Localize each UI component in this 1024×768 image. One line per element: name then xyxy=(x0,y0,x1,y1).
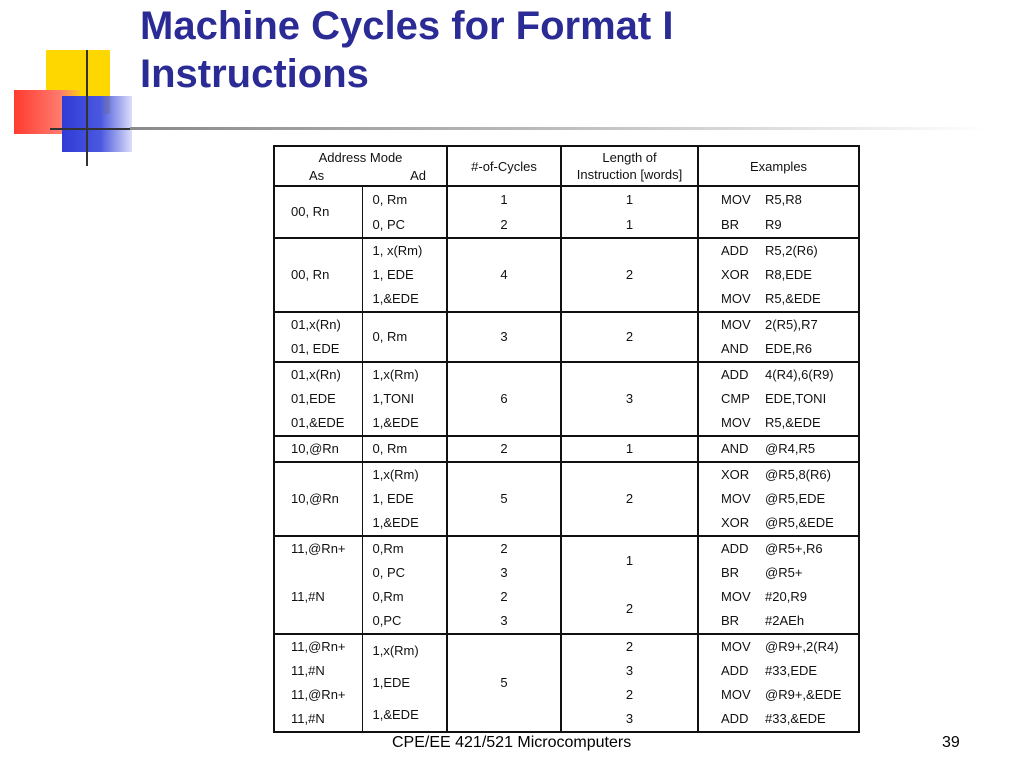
cell-cycles-value: 2 xyxy=(500,441,508,456)
cell-examples xyxy=(698,634,859,732)
cell-examples xyxy=(698,536,859,634)
cell-cycles-value: 6 xyxy=(500,391,508,406)
example-operands: R5,&EDE xyxy=(765,415,821,430)
slide-title xyxy=(140,2,673,98)
example-operands: 2(R5),R7 xyxy=(765,317,818,332)
example-instruction xyxy=(721,487,858,511)
example-operands: R5,R8 xyxy=(765,191,802,207)
cell-ad xyxy=(362,462,447,536)
cell-cycles-value: 2 xyxy=(500,216,508,232)
cell-cycles-value: 3 xyxy=(500,329,508,344)
example-operands: @R9+,&EDE xyxy=(765,687,842,702)
example-operands: #20,R9 xyxy=(765,589,807,604)
example-operands: #33,EDE xyxy=(765,663,818,678)
cell-cycles-value: 4 xyxy=(500,267,508,282)
cell-ad-value: 0,Rm xyxy=(372,541,404,556)
example-opcode: XOR xyxy=(721,467,750,482)
example-opcode: ADD xyxy=(721,711,749,726)
cell-as-value: 10,@Rn xyxy=(291,441,339,456)
cell-cycles xyxy=(447,436,561,462)
cell-ad-value: 0, Rm xyxy=(372,441,408,456)
example-instruction xyxy=(721,263,858,287)
cell-ad-value: 0, PC xyxy=(372,565,406,580)
example-operands: @R4,R5 xyxy=(765,441,816,456)
cell-as-value: 01,x(Rn) xyxy=(291,317,341,332)
slide-title-line2: Instructions xyxy=(140,52,369,96)
example-opcode: XOR xyxy=(721,515,750,530)
cell-cycles xyxy=(447,634,561,732)
cell-ad-value: 1,x(Rm) xyxy=(372,367,419,382)
cell-as-value: 00, Rn xyxy=(291,204,330,219)
example-instruction xyxy=(721,387,858,411)
cell-as xyxy=(274,362,362,436)
cell-as-value xyxy=(291,609,362,633)
example-instruction xyxy=(721,213,858,237)
cell-as-value: 01, EDE xyxy=(291,341,340,356)
cell-as-value: 01,EDE xyxy=(291,391,336,406)
example-opcode: ADD xyxy=(721,243,749,258)
table-row xyxy=(274,238,859,312)
cell-length xyxy=(561,312,698,362)
cell-cycles-value: 1 xyxy=(500,191,508,207)
machine-cycles-table xyxy=(273,145,860,733)
example-instruction xyxy=(721,609,858,633)
cell-examples xyxy=(698,436,859,462)
cell-ad-value: 1,x(Rm) xyxy=(372,467,419,482)
cell-ad-value: 1, x(Rm) xyxy=(372,243,423,258)
header-examples: Examples xyxy=(698,146,859,186)
example-opcode: ADD xyxy=(721,367,749,382)
cell-as-value: 01,&EDE xyxy=(291,415,345,430)
table-row xyxy=(274,436,859,462)
example-opcode: MOV xyxy=(721,491,751,506)
cell-examples xyxy=(698,462,859,536)
cell-as xyxy=(274,312,362,362)
example-opcode: ADD xyxy=(721,663,749,678)
example-opcode: BR xyxy=(721,613,740,628)
slide-footer xyxy=(0,732,1024,756)
cell-cycles xyxy=(447,536,561,634)
cell-as xyxy=(274,186,362,238)
cell-as-value: 11,#N xyxy=(291,663,325,678)
cell-length-value: 2 xyxy=(625,601,634,616)
cell-cycles xyxy=(447,238,561,312)
cell-length-value: 3 xyxy=(625,663,634,678)
cell-length-value: 1 xyxy=(625,216,634,232)
example-instruction xyxy=(721,437,858,461)
example-operands: @R5+,R6 xyxy=(765,541,823,556)
footer-course: CPE/EE 421/521 Microcomputers xyxy=(392,734,632,751)
cell-ad xyxy=(362,186,447,238)
example-instruction xyxy=(721,511,858,535)
example-opcode: MOV xyxy=(721,415,751,430)
example-opcode: MOV xyxy=(721,687,751,702)
cell-cycles-value: 2 xyxy=(500,541,508,556)
cell-length-value: 2 xyxy=(625,329,634,344)
cell-as xyxy=(274,462,362,536)
cell-ad xyxy=(362,312,447,362)
cell-cycles-value: 2 xyxy=(500,589,508,604)
cell-as xyxy=(274,238,362,312)
example-instruction xyxy=(721,411,858,435)
cycles-table-container xyxy=(273,145,858,730)
cell-ad-value: 1,&EDE xyxy=(372,291,419,306)
cell-length xyxy=(561,462,698,536)
example-opcode: MOV xyxy=(721,589,751,604)
example-operands: @R5+ xyxy=(765,565,803,580)
title-underline xyxy=(130,127,990,130)
cell-as-value: 11,#N xyxy=(291,589,325,604)
cell-ad-value: 1, EDE xyxy=(372,491,414,506)
cell-ad xyxy=(362,536,447,634)
header-address-mode xyxy=(274,146,447,186)
cell-length-value: 3 xyxy=(625,391,634,406)
cell-ad xyxy=(362,238,447,312)
cell-length xyxy=(561,362,698,436)
cell-as-value: 00, Rn xyxy=(291,267,330,282)
example-opcode: MOV xyxy=(721,291,751,306)
logo-vertical-line xyxy=(86,50,88,166)
cell-as-value: 11,@Rn+ xyxy=(291,687,346,702)
cell-ad xyxy=(362,362,447,436)
example-opcode: XOR xyxy=(721,267,750,282)
table-row xyxy=(274,462,859,536)
header-address-mode-label: Address Mode xyxy=(318,149,403,165)
cell-examples xyxy=(698,186,859,238)
cell-cycles xyxy=(447,362,561,436)
cell-ad-value: 1, EDE xyxy=(372,267,414,282)
cell-as xyxy=(274,536,362,634)
example-opcode: CMP xyxy=(721,391,750,406)
cell-cycles-value: 5 xyxy=(500,491,508,506)
example-operands: R5,&EDE xyxy=(765,291,821,306)
example-instruction xyxy=(721,463,858,487)
header-cycles: #-of-Cycles xyxy=(447,146,561,186)
cell-ad-value: 1,&EDE xyxy=(372,415,419,430)
cell-ad-value: 1,EDE xyxy=(372,675,411,690)
table-row xyxy=(274,186,859,238)
cell-examples xyxy=(698,238,859,312)
page-number: 39 xyxy=(942,734,960,751)
table-header-row xyxy=(274,146,859,186)
cell-ad-value: 0,Rm xyxy=(372,589,404,604)
cell-length-value: 2 xyxy=(625,267,634,282)
example-opcode: MOV xyxy=(721,317,751,332)
example-instruction xyxy=(721,561,858,585)
example-operands: EDE,TONI xyxy=(765,391,827,406)
table-row xyxy=(274,634,859,732)
cell-cycles xyxy=(447,186,561,238)
cell-examples xyxy=(698,362,859,436)
cell-length xyxy=(561,436,698,462)
cell-ad-value: 0, PC xyxy=(372,216,406,232)
table-row xyxy=(274,536,859,634)
cell-length-value: 2 xyxy=(625,639,634,654)
cell-as-value: 10,@Rn xyxy=(291,491,339,506)
table-row xyxy=(274,312,859,362)
header-length-line1: Length of xyxy=(602,150,657,165)
example-opcode: AND xyxy=(721,341,749,356)
example-instruction xyxy=(721,188,858,212)
cell-ad xyxy=(362,634,447,732)
example-operands: @R5,&EDE xyxy=(765,515,834,530)
example-instruction xyxy=(721,585,858,609)
example-operands: @R5,EDE xyxy=(765,491,826,506)
example-instruction xyxy=(721,337,858,361)
cell-as-value: 11,#N xyxy=(291,711,325,726)
example-operands: @R9+,2(R4) xyxy=(765,639,839,654)
header-ad: Ad xyxy=(410,167,427,183)
cell-ad-value: 0, Rm xyxy=(372,191,408,207)
example-operands: #2AEh xyxy=(765,613,805,628)
cell-ad xyxy=(362,436,447,462)
example-operands: R5,2(R6) xyxy=(765,243,818,258)
example-instruction xyxy=(721,537,858,561)
cell-as xyxy=(274,436,362,462)
example-instruction xyxy=(721,683,858,707)
cell-as-value: 01,x(Rn) xyxy=(291,367,341,382)
example-instruction xyxy=(721,635,858,659)
example-instruction xyxy=(721,239,858,263)
cell-length-value: 2 xyxy=(625,687,634,702)
example-instruction xyxy=(721,313,858,337)
cell-ad-value: 1,&EDE xyxy=(372,707,419,722)
cell-length xyxy=(561,634,698,732)
example-operands: 4(R4),6(R9) xyxy=(765,367,834,382)
cell-ad-value: 0,PC xyxy=(372,613,402,628)
example-operands: @R5,8(R6) xyxy=(765,467,831,482)
example-instruction xyxy=(721,287,858,311)
cell-cycles xyxy=(447,312,561,362)
logo-horizontal-line xyxy=(50,128,140,130)
example-opcode: MOV xyxy=(721,639,751,654)
cell-length-value: 1 xyxy=(625,191,634,207)
cell-as-value xyxy=(291,561,362,585)
cell-length xyxy=(561,186,698,238)
table-row xyxy=(274,362,859,436)
cell-ad-value: 1,TONI xyxy=(372,391,415,406)
cell-length-value: 3 xyxy=(625,711,634,726)
example-operands: EDE,R6 xyxy=(765,341,812,356)
example-opcode: BR xyxy=(721,216,740,232)
header-as: As xyxy=(309,167,325,183)
example-instruction xyxy=(721,707,858,731)
cell-length xyxy=(561,238,698,312)
cell-length-value: 2 xyxy=(625,491,634,506)
example-opcode: AND xyxy=(721,441,749,456)
cell-length-value: 1 xyxy=(625,553,634,568)
logo-blue-square xyxy=(62,96,132,152)
cell-length-value: 1 xyxy=(625,441,634,456)
header-length-line2: Instruction [words] xyxy=(576,167,683,182)
cell-as-value: 11,@Rn+ xyxy=(291,541,346,556)
example-opcode: BR xyxy=(721,565,740,580)
cell-cycles-value: 5 xyxy=(500,675,508,690)
example-opcode: MOV xyxy=(721,191,751,207)
cell-length xyxy=(561,536,698,634)
cell-ad-value: 0, Rm xyxy=(372,329,408,344)
cell-ad-value: 1,x(Rm) xyxy=(372,643,419,658)
example-operands: R8,EDE xyxy=(765,267,812,282)
cell-examples xyxy=(698,312,859,362)
cell-cycles xyxy=(447,462,561,536)
cell-cycles-value: 3 xyxy=(500,565,508,580)
example-instruction xyxy=(721,659,858,683)
cell-as-value: 11,@Rn+ xyxy=(291,639,346,654)
slide-title-line1: Machine Cycles for Format I xyxy=(140,4,674,48)
example-instruction xyxy=(721,363,858,387)
example-opcode: ADD xyxy=(721,541,749,556)
example-operands: #33,&EDE xyxy=(765,711,826,726)
cell-cycles-value: 3 xyxy=(500,613,508,628)
example-operands: R9 xyxy=(765,216,782,232)
header-length xyxy=(561,146,698,186)
cell-ad-value: 1,&EDE xyxy=(372,515,419,530)
cell-as xyxy=(274,634,362,732)
